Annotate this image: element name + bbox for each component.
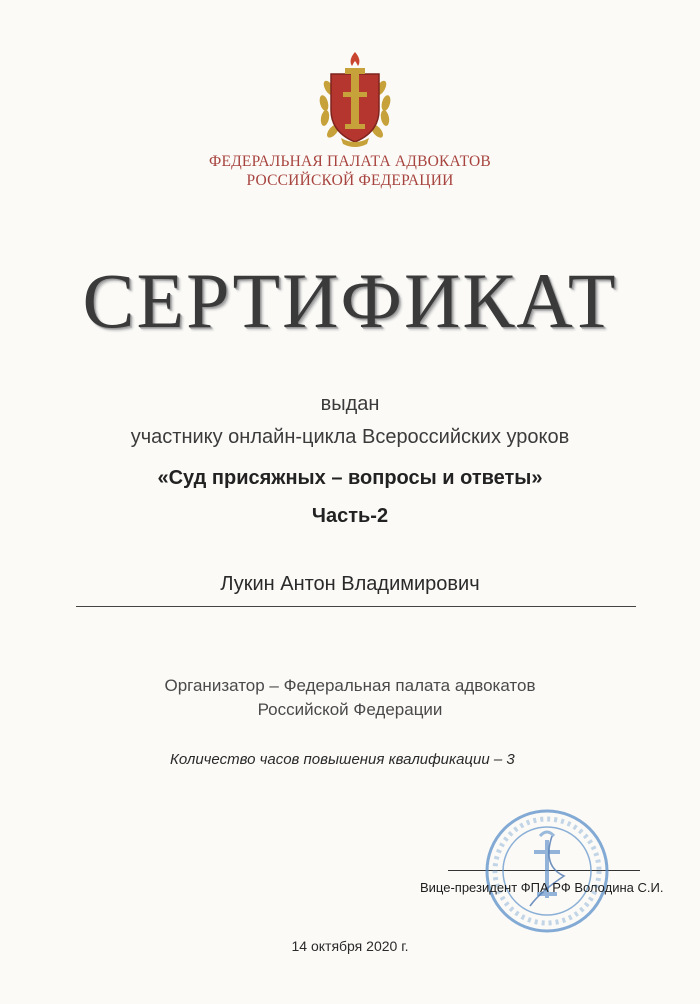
qualification-hours: Количество часов повышения квалификации – 3 xyxy=(170,751,515,768)
organizer-text xyxy=(0,674,700,722)
organization-name-line2: РОССИЙСКОЙ ФЕДЕРАЦИИ xyxy=(246,172,454,189)
issue-date: 14 октября 2020 г. xyxy=(291,938,409,954)
organization-name-line1: ФЕДЕРАЛЬНАЯ ПАЛАТА АДВОКАТОВ xyxy=(209,153,491,170)
course-part: Часть-2 xyxy=(311,505,389,527)
course-title: «Суд присяжных – вопросы и ответы» xyxy=(157,467,543,489)
organizer-line2: Российской Федерации xyxy=(257,700,443,719)
issued-text: выдан xyxy=(320,393,380,415)
recipient-name: Лукин Антон Владимирович xyxy=(220,573,480,595)
signatory: Вице-президент ФПА РФ Володина С.И. xyxy=(420,880,664,895)
certificate-title: СЕРТИФИКАТ xyxy=(82,257,618,344)
recipient-underline xyxy=(76,606,636,607)
round-stamp-seal xyxy=(482,806,612,936)
participant-text: участнику онлайн-цикла Всероссийских уроков xyxy=(130,426,570,448)
organizer-line1: Организатор – Федеральная палата адвокатов xyxy=(164,676,536,695)
fpa-emblem-icon xyxy=(315,48,395,148)
